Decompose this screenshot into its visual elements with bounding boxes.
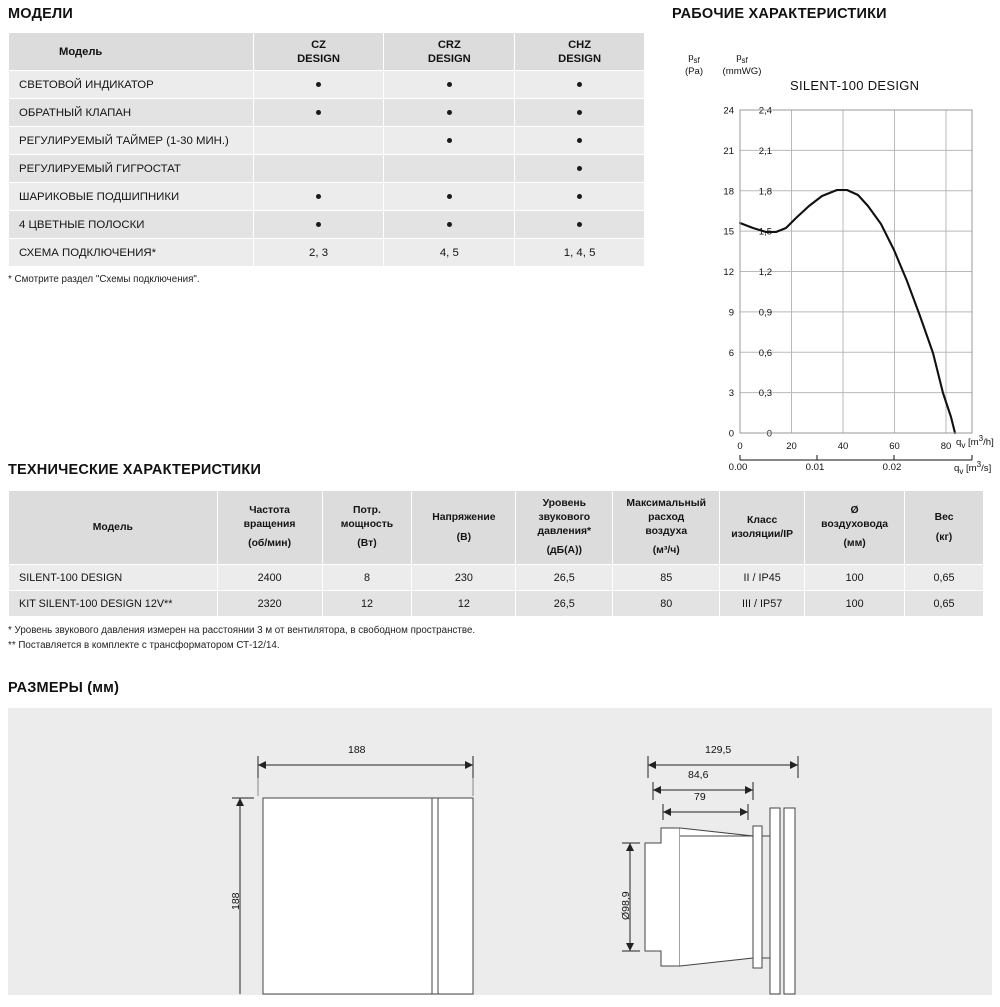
- svg-text:1,5: 1,5: [758, 226, 772, 238]
- models-header-row: [9, 33, 645, 71]
- row-label: РЕГУЛИРУЕМЫЙ ГИГРОСТАТ: [9, 155, 254, 183]
- svg-text:24: 24: [723, 105, 734, 117]
- models-header-cz: [253, 33, 384, 71]
- dimensions-svg: [8, 708, 992, 995]
- models-header-model-label: Модель: [59, 45, 103, 58]
- tech-cell-ip: III / IP57: [720, 591, 805, 617]
- models-table-body: [9, 71, 645, 267]
- svg-text:2,4: 2,4: [758, 105, 772, 117]
- bullet-dot: [316, 110, 321, 115]
- svg-text:40: 40: [837, 441, 849, 452]
- svg-text:1,8: 1,8: [758, 186, 772, 198]
- row-label: 4 ЦВЕТНЫЕ ПОЛОСКИ: [9, 211, 254, 239]
- tech-cell-weight: 0,65: [905, 591, 984, 617]
- svg-text:15: 15: [723, 226, 734, 238]
- tech-header-weight: [905, 491, 984, 565]
- svg-text:0: 0: [728, 428, 734, 440]
- performance-title: РАБОЧИЕ ХАРАКТЕРИСТИКИ: [672, 6, 887, 22]
- tech-cell-model: KIT SILENT-100 DESIGN 12V**: [9, 591, 218, 617]
- tech-header-airflow-unit: (м³/ч): [652, 545, 680, 557]
- tech-footnote-2: ** Поставляется в комплекте с трансформатором СТ-12/14.: [8, 639, 280, 651]
- axis-label-qv-m3s: $q_v$ $[m^3/s]$: [954, 460, 992, 477]
- svg-text:0,9: 0,9: [758, 307, 772, 319]
- row-crz: [384, 99, 515, 127]
- row-chz: [515, 155, 645, 183]
- tech-header-ip: Класс изоляции/IP: [720, 491, 805, 565]
- dimensions-drawing: [8, 708, 992, 995]
- tech-title: ТЕХНИЧЕСКИЕ ХАРАКТЕРИСТИКИ: [8, 462, 262, 478]
- tech-table-head: [9, 491, 984, 565]
- svg-text:9: 9: [728, 307, 734, 319]
- bullet-dot: [577, 166, 582, 171]
- chart-series-name: SILENT-100 DESIGN: [790, 78, 920, 93]
- tech-header-duct-unit: (мм): [843, 538, 866, 550]
- tech-section: [8, 462, 992, 653]
- svg-text:2,1: 2,1: [758, 145, 772, 157]
- row-cz: [253, 155, 384, 183]
- performance-chart: [672, 30, 994, 477]
- tech-header-row: [9, 491, 984, 565]
- svg-text:60: 60: [889, 441, 900, 452]
- bullet-dot: [577, 194, 582, 199]
- models-header-chz-line1: CHZ: [568, 38, 592, 51]
- tech-cell-airflow: 80: [613, 591, 720, 617]
- bullet-dot: [447, 110, 452, 115]
- models-header-cz-line1: CZ: [311, 38, 326, 51]
- svg-text:0: 0: [737, 441, 743, 452]
- row-cz: [253, 99, 384, 127]
- svg-text:3: 3: [728, 388, 734, 400]
- row-cz: [253, 71, 384, 99]
- tech-table-body: [9, 565, 984, 617]
- models-title: МОДЕЛИ: [8, 6, 73, 22]
- models-header-model: [9, 33, 254, 71]
- table-row: [9, 155, 645, 183]
- chart-svg: [672, 30, 992, 470]
- tech-header-weight-label: Вес: [934, 511, 954, 523]
- row-label: СХЕМА ПОДКЛЮЧЕНИЯ*: [9, 239, 254, 267]
- models-table-head: [9, 33, 645, 71]
- tech-cell-rpm: 2400: [217, 565, 322, 591]
- bullet-dot: [577, 222, 582, 227]
- dim-side-total: 129,5: [705, 744, 732, 756]
- tech-cell-duct: 100: [805, 565, 905, 591]
- row-chz: [515, 71, 645, 99]
- tech-cell-noise: 26,5: [516, 565, 613, 591]
- tech-cell-power: 12: [322, 591, 412, 617]
- row-label: СВЕТОВОЙ ИНДИКАТОР: [9, 71, 254, 99]
- models-header-crz-line2: DESIGN: [427, 52, 471, 65]
- models-header-chz-line2: DESIGN: [558, 52, 602, 65]
- axis-label-psf-pa: $p_{sf}$ (Pa): [684, 52, 704, 77]
- tech-cell-power: 8: [322, 565, 412, 591]
- tech-cell-weight: 0,65: [905, 565, 984, 591]
- svg-text:0: 0: [766, 428, 772, 440]
- table-row: [9, 183, 645, 211]
- models-header-crz-line1: CRZ: [437, 38, 461, 51]
- tech-cell-duct: 100: [805, 591, 905, 617]
- models-footnote: * Смотрите раздел "Схемы подключения".: [8, 274, 200, 285]
- svg-text:12: 12: [723, 267, 734, 278]
- table-row: [9, 211, 645, 239]
- row-crz: 4, 5: [384, 239, 515, 267]
- bullet-dot: [447, 138, 452, 143]
- row-crz: [384, 71, 515, 99]
- x2-tick-1: 0.01: [805, 462, 825, 473]
- svg-text:20: 20: [786, 441, 797, 452]
- models-header-chz: [515, 33, 645, 71]
- svg-text:0,3: 0,3: [758, 388, 772, 400]
- tech-footnote-1: * Уровень звукового давления измерен на расстоянии 3 м от вентилятора, в свободном пространстве.: [8, 625, 476, 636]
- bullet-dot: [316, 82, 321, 87]
- row-chz: [515, 183, 645, 211]
- tech-header-power-unit: (Вт): [357, 538, 377, 550]
- dimensions-title: РАЗМЕРЫ (мм): [8, 680, 120, 696]
- row-chz: 1, 4, 5: [515, 239, 645, 267]
- tech-header-voltage-label: Напряжение: [432, 511, 496, 523]
- bullet-dot: [447, 222, 452, 227]
- table-row: [9, 239, 645, 267]
- tech-cell-airflow: 85: [613, 565, 720, 591]
- svg-text:80: 80: [940, 441, 952, 452]
- row-cz: [253, 127, 384, 155]
- svg-text:18: 18: [723, 186, 734, 198]
- tech-cell-voltage: 12: [412, 591, 516, 617]
- performance-section: [672, 6, 994, 477]
- models-header-cz-line2: DESIGN: [297, 52, 340, 65]
- row-crz: [384, 183, 515, 211]
- svg-text:6: 6: [728, 347, 734, 359]
- row-chz: [515, 211, 645, 239]
- x2-tick-2: 0.02: [882, 462, 902, 473]
- tech-header-noise-unit: (дБ(А)): [546, 545, 582, 557]
- axis-label-qv-m3h: $q_v$ $[m^3/h]$: [956, 434, 994, 451]
- dim-diameter: Ø98,9: [620, 891, 632, 920]
- bullet-dot: [447, 194, 452, 199]
- x2-tick-0: 0.00: [728, 462, 748, 473]
- svg-text:1,2: 1,2: [758, 267, 772, 278]
- models-section: [8, 6, 653, 285]
- row-label: ШАРИКОВЫЕ ПОДШИПНИКИ: [9, 183, 254, 211]
- table-row: [9, 99, 645, 127]
- row-crz: [384, 155, 515, 183]
- table-row: [9, 565, 984, 591]
- table-row: [9, 127, 645, 155]
- dim-side-mid: 84,6: [688, 769, 709, 781]
- tech-header-voltage: [412, 491, 516, 565]
- bullet-dot: [316, 194, 321, 199]
- tech-header-duct: Ø воздуховода (мм): [805, 491, 905, 565]
- bullet-dot: [316, 222, 321, 227]
- row-cz: [253, 211, 384, 239]
- tech-cell-model: SILENT-100 DESIGN: [9, 565, 218, 591]
- models-table: [8, 32, 645, 267]
- tech-cell-rpm: 2320: [217, 591, 322, 617]
- bullet-dot: [577, 138, 582, 143]
- tech-footnotes: [8, 624, 992, 653]
- row-chz: [515, 127, 645, 155]
- tech-cell-noise: 26,5: [516, 591, 613, 617]
- dim-side-small: 79: [694, 791, 706, 803]
- row-crz: [384, 127, 515, 155]
- row-crz: [384, 211, 515, 239]
- tech-header-noise: Уровень звукового давления* (дБ(А)): [516, 491, 613, 565]
- dimensions-section: [8, 680, 992, 995]
- models-header-crz: [384, 33, 515, 71]
- tech-header-airflow: Максимальный расход воздуха (м³/ч): [613, 491, 720, 565]
- svg-text:0,6: 0,6: [758, 347, 772, 359]
- tech-header-model: [9, 491, 218, 565]
- tech-header-rpm: Частота вращения (об/мин): [217, 491, 322, 565]
- tech-header-power: Потр. мощность (Вт): [322, 491, 412, 565]
- row-cz: [253, 183, 384, 211]
- row-label: ОБРАТНЫЙ КЛАПАН: [9, 99, 254, 127]
- tech-table: [8, 490, 984, 617]
- axis-label-psf-mmwg: $p_{sf}$ (mmWG): [722, 52, 762, 77]
- tech-header-model-label: Модель: [92, 521, 133, 533]
- table-row: [9, 591, 984, 617]
- tech-header-rpm-unit: (об/мин): [248, 538, 292, 550]
- tech-cell-voltage: 230: [412, 565, 516, 591]
- tech-header-voltage-unit: (В): [456, 531, 472, 543]
- svg-text:21: 21: [723, 145, 734, 157]
- row-chz: [515, 99, 645, 127]
- dim-front-height: 188: [230, 892, 242, 910]
- bullet-dot: [577, 110, 582, 115]
- row-label: РЕГУЛИРУЕМЫЙ ТАЙМЕР (1-30 МИН.): [9, 127, 254, 155]
- bullet-dot: [447, 82, 452, 87]
- tech-header-weight-unit: (кг): [935, 531, 953, 543]
- table-row: [9, 71, 645, 99]
- bullet-dot: [577, 82, 582, 87]
- row-cz: 2, 3: [253, 239, 384, 267]
- tech-cell-ip: II / IP45: [720, 565, 805, 591]
- dim-front-width: 188: [348, 744, 366, 756]
